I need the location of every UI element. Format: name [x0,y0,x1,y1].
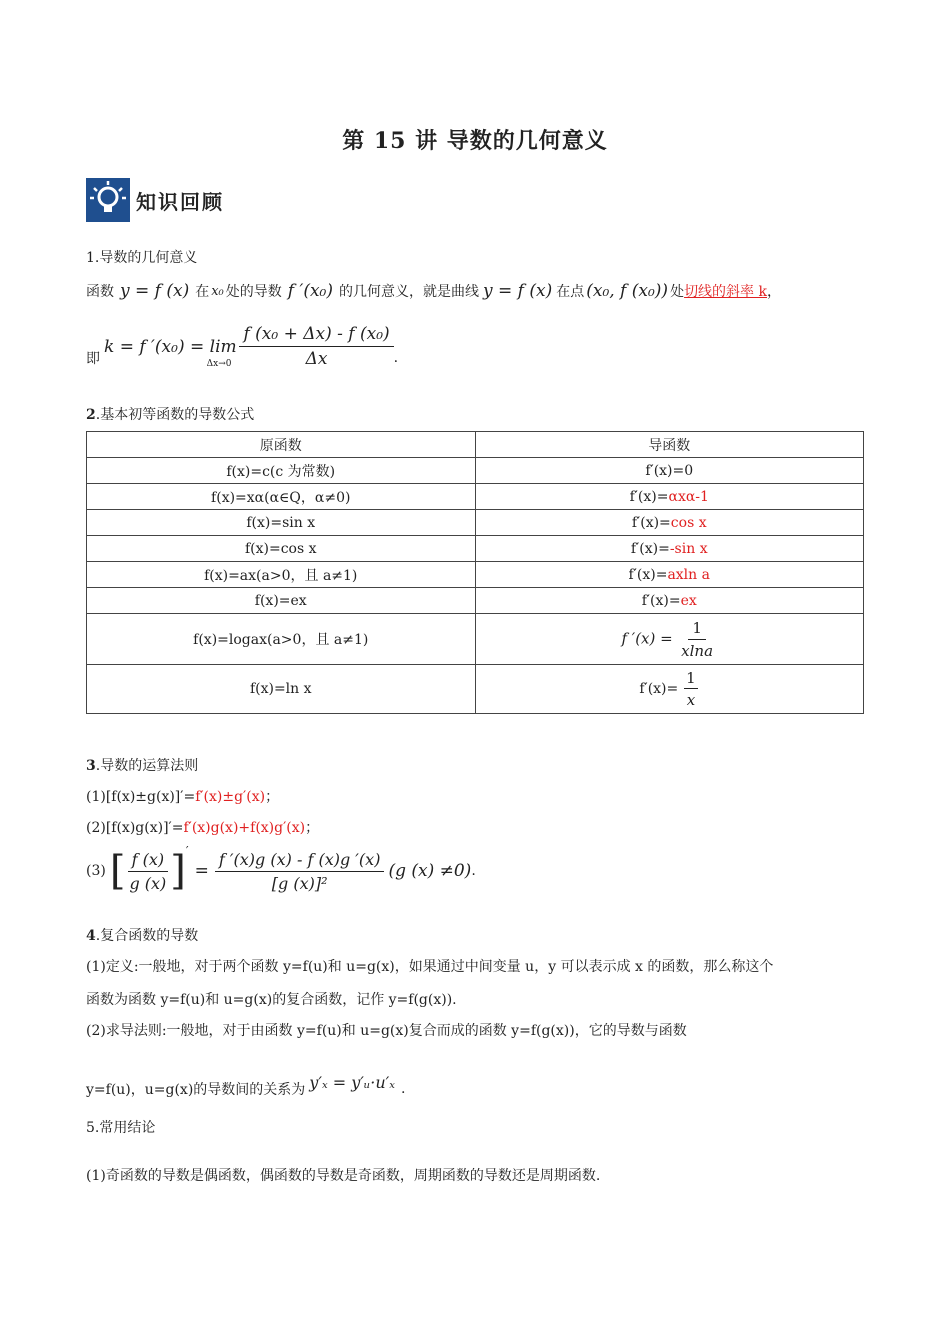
paragraph [86,1065,405,1099]
formula: y′ₓ = y′ᵤ·u′ₓ [309,1072,395,1092]
table-cell [475,536,864,562]
cell-text: f′(x)= [641,592,681,609]
cell-red-text: αxα-1 [668,488,709,505]
right-bracket: ] [170,848,186,894]
cell-text: f′(x)= [631,514,671,531]
table-cell: f(x)=xα(α∈Q，α≠0) [87,484,476,510]
text: 函数 [86,284,114,300]
table-cell [475,510,864,536]
section-4-heading [86,925,198,945]
banner-text: 知识回顾 [136,189,224,214]
text: 处 [670,284,685,300]
numerator: 1 [688,619,706,640]
numerator: 1 [686,669,696,687]
cell-red-text: axln a [667,566,710,583]
table-row [87,665,864,714]
heading-text: .导数的运算法则 [95,758,199,774]
formula: y = f (x) [483,281,553,301]
rule-2 [86,817,319,837]
formula: f ′(x) = [621,629,673,647]
rule-3 [86,844,476,894]
text: y=f(u)，u=g(x)的导数间的关系为 [86,1082,306,1098]
table-row [87,458,864,484]
text: ； [305,820,320,836]
denominator: xlna [681,641,714,660]
left-bracket: [ [109,848,126,894]
equals: = [194,861,209,881]
formula: x₀ [211,283,224,299]
table-row [87,588,864,614]
numerator: f (x) [128,850,169,872]
section-1-heading: 1.导数的几何意义 [86,250,198,266]
cell-red-text: -sin x [669,540,708,557]
table-header [87,432,864,458]
denominator: g (x) [129,873,167,893]
table-cell: f(x)=sin x [87,510,476,536]
table-cell: f(x)=cos x [87,536,476,562]
section-2-heading [86,404,254,424]
table-cell [475,484,864,510]
text: . [393,349,399,366]
highlight-text: f′(x)±g′(x) [195,789,266,805]
derivative-table [86,431,864,714]
text: (3) [86,863,106,879]
text: ； [265,789,280,805]
prime-mark: ′ [185,844,189,858]
text: . [400,1081,406,1097]
formula: f ′(x₀) [287,281,333,301]
heading-number: 3 [86,758,96,774]
heading-text: .复合函数的导数 [95,928,199,944]
highlight-text: f′(x)g(x)+f(x)g′(x) [183,820,306,836]
heading-number: 2 [86,407,96,423]
fraction [215,850,385,893]
text: 处的导数 [225,284,282,300]
cell-text: f′(x)= [629,488,669,505]
text: (2)[f(x)g(x)]′= [86,820,184,836]
section-1-line-1 [86,281,781,301]
cell-red-text: cos x [670,514,707,531]
paragraph: (1)定义:一般地，对于两个函数 y=f(u)和 u=g(x)，如果通过中间变量 u，y 可以表示成 x 的函数，那么称这个 [86,959,774,975]
table-cell: f(x)=c(c 为常数) [87,458,476,484]
table-cell: f(x)=ax(a>0，且 a≠1) [87,562,476,588]
numerator: f ′(x)g (x) - f (x)g ′(x) [215,850,385,872]
formula: y = f (x) [120,281,190,301]
paragraph: (1)奇函数的导数是偶函数，偶函数的导数是奇函数，周期函数的导数还是周期函数. [86,1168,601,1184]
text: (1)[f(x)±g(x)]′= [86,789,196,805]
denominator: [g (x)]² [271,873,328,893]
column-header: 导函数 [475,432,864,458]
column-header: 原函数 [87,432,476,458]
table-cell [475,562,864,588]
section-3-heading [86,755,198,775]
fraction [239,324,393,369]
text: 在点 [556,284,585,300]
text: ， [767,284,781,300]
cell-text: f′(x)= [630,540,670,557]
fraction [125,850,170,893]
paragraph: (2)求导法则:一般地，对于由函数 y=f(u)和 u=g(x)复合而成的函数 y=f(g(x))，它的导数与函数 [86,1023,687,1039]
cell-red-text: ex [680,592,697,609]
heading-text: .基本初等函数的导数公式 [95,407,255,423]
section-5-heading: 5.常用结论 [86,1120,156,1136]
section-1-line-2 [86,324,398,369]
formula: k = f ′(x₀) = lim [104,336,237,357]
section-banner [86,178,224,222]
condition: (g (x) ≠0) [388,861,472,881]
text: 在 [195,284,210,300]
table-row [87,484,864,510]
table-cell [475,614,864,665]
paragraph: 函数为函数 y=f(u)和 u=g(x)的复合函数，记作 y=f(g(x)). [86,992,457,1008]
table-row [87,510,864,536]
rule-1 [86,786,279,806]
table-row [87,614,864,665]
cell-text: f′(x)= [639,681,679,697]
text: 的几何意义，就是曲线 [339,284,479,300]
denominator: x [686,691,696,709]
lightbulb-icon [86,178,130,222]
fraction [677,619,717,660]
heading-number: 4 [86,928,96,944]
text: . [471,863,476,879]
table-cell: f(x)=ln x [87,665,476,714]
limit-subscript: Δx→0 [206,358,232,369]
table-cell: f′(x)=0 [475,458,864,484]
table-cell: f(x)=logax(a>0，且 a≠1) [87,614,476,665]
table-cell [475,665,864,714]
page-title: 第 15 讲 导数的几何意义 [342,128,608,154]
table-row [87,562,864,588]
text: 即 [86,350,100,367]
denominator: Δx [305,349,328,369]
table-row [87,536,864,562]
highlight-text: 切线的斜率 k [684,284,767,300]
table-cell [475,588,864,614]
table-cell: f(x)=ex [87,588,476,614]
fraction [683,669,699,709]
cell-text: f′(x)= [628,566,668,583]
formula: (x₀, f (x₀)) [586,281,669,301]
numerator: f (x₀ + Δx) - f (x₀) [239,324,393,347]
